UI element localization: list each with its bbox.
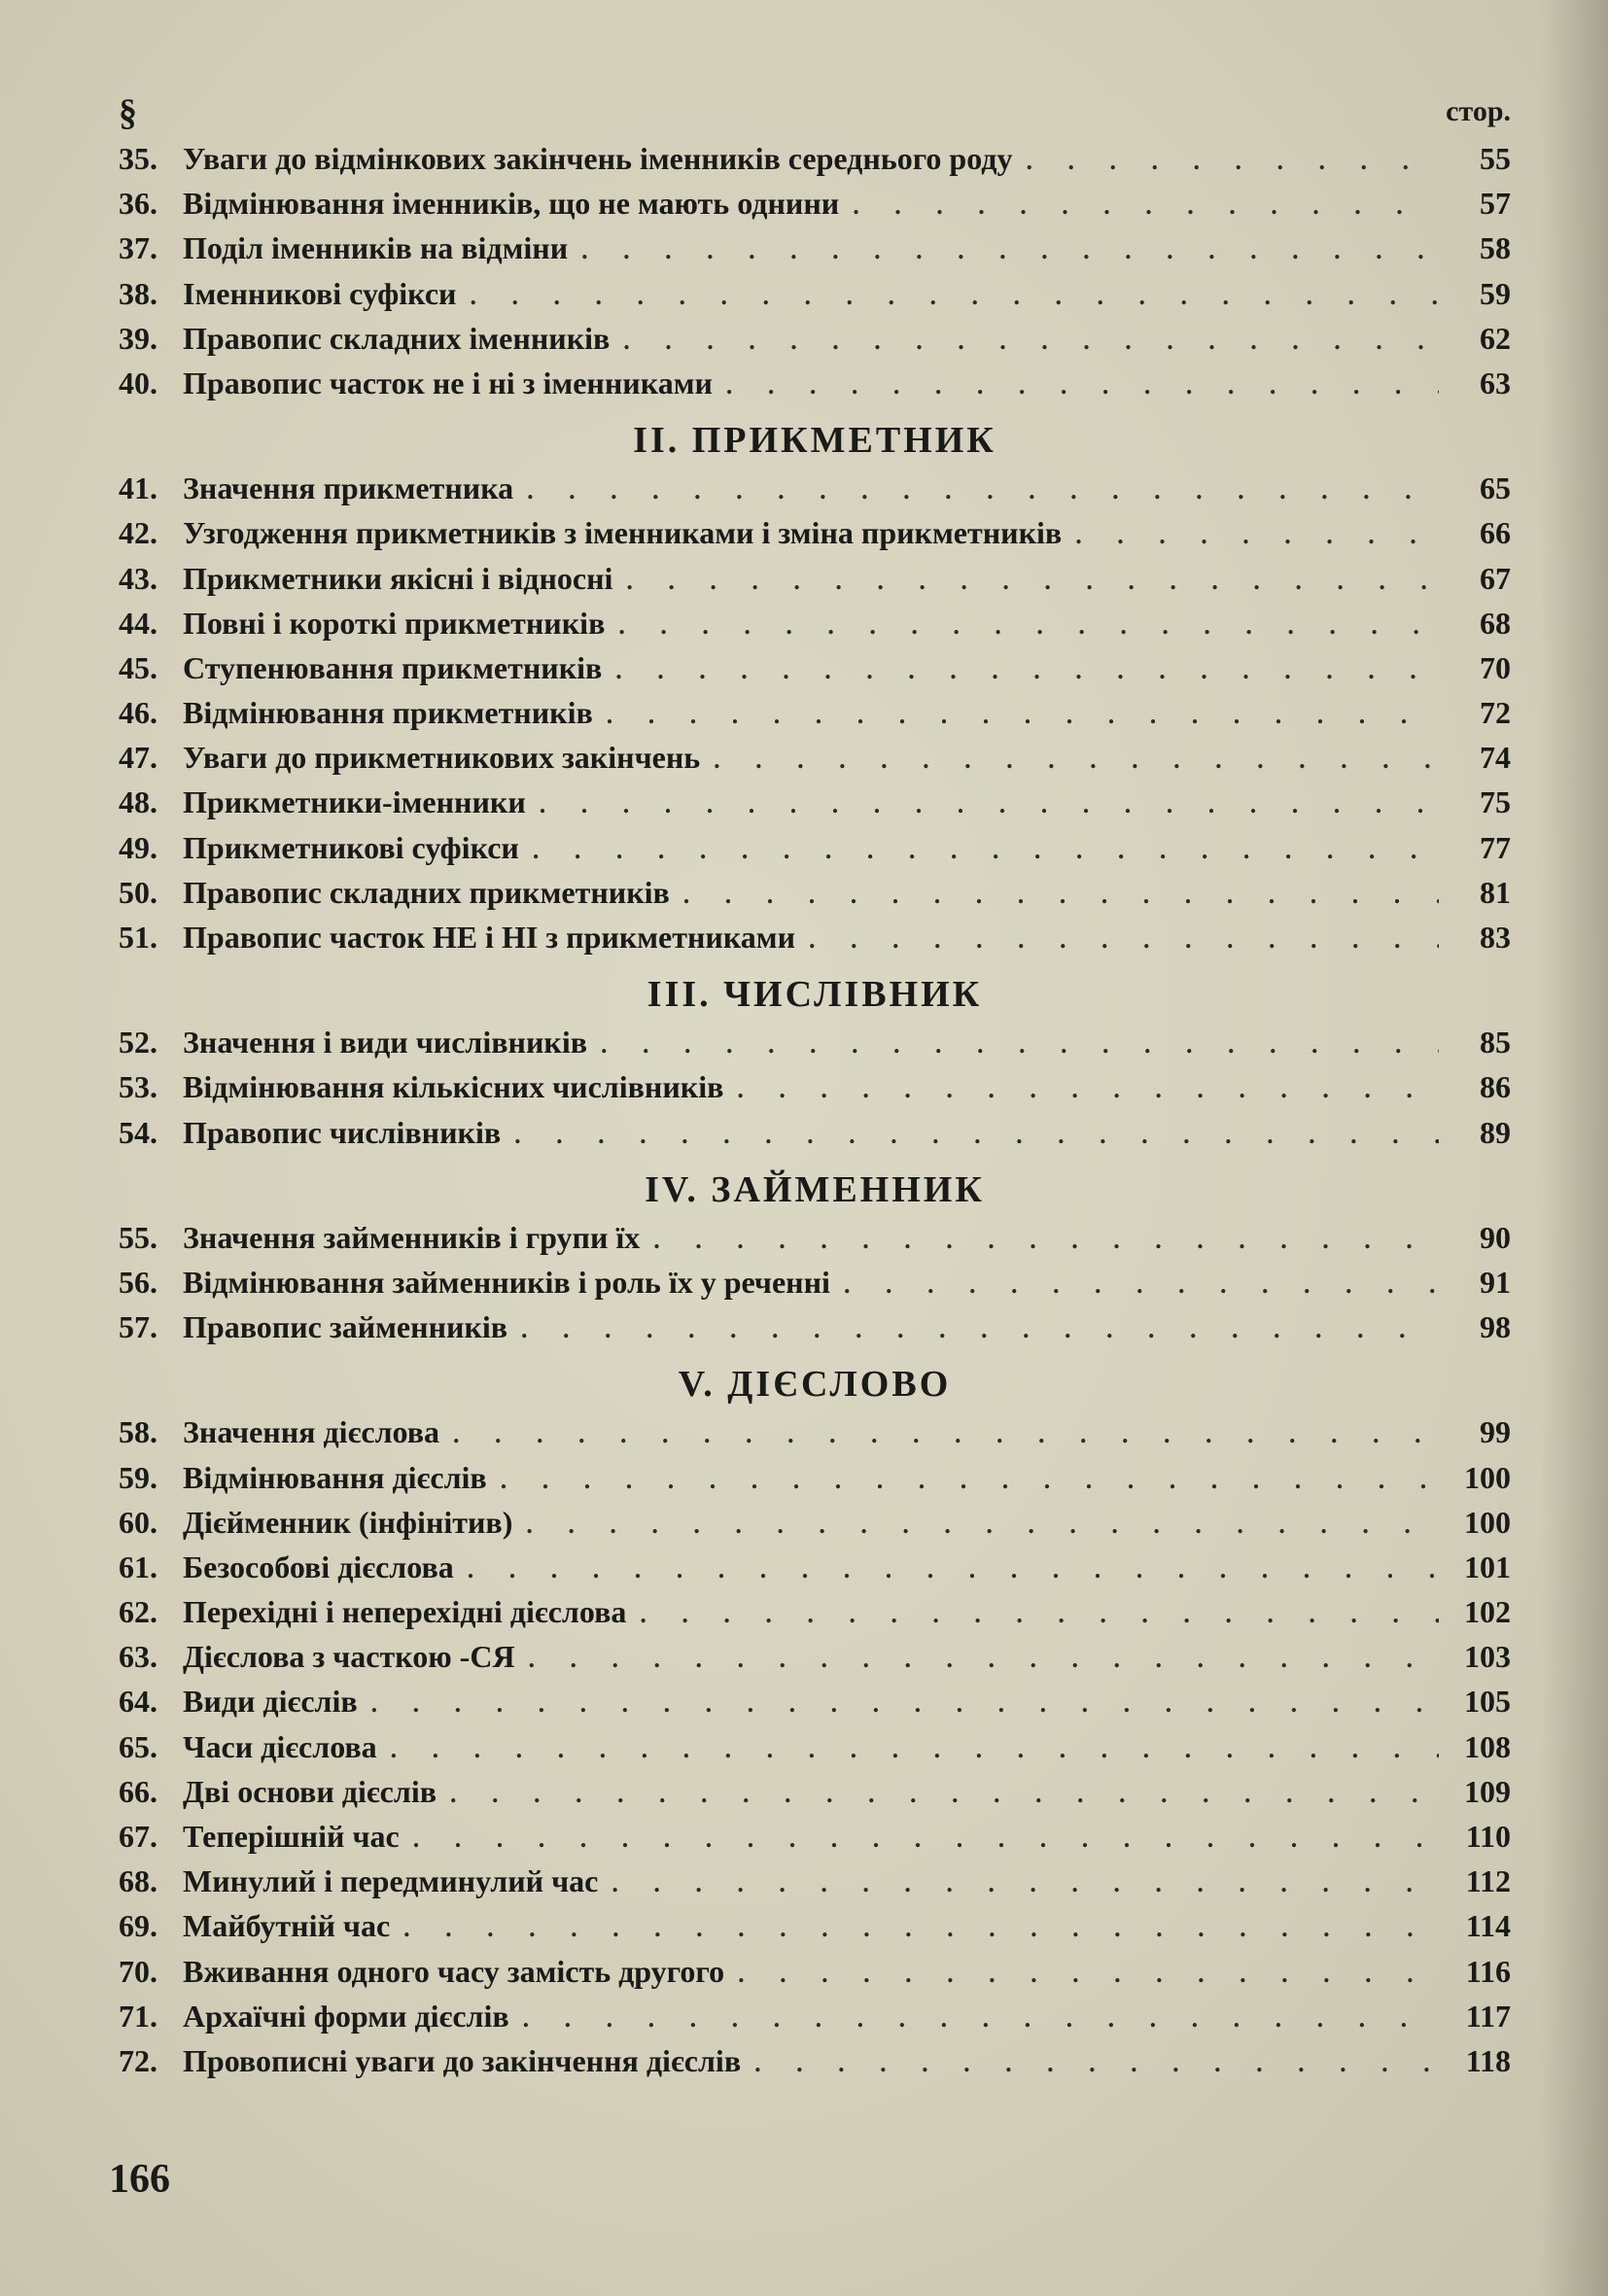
toc-entry	[119, 1025, 1511, 1069]
entry-title: Дві основи дієслів	[183, 1773, 437, 1809]
dot-leader	[470, 282, 1439, 311]
entry-page: 109	[1464, 1773, 1511, 1809]
toc-entry	[119, 1115, 1511, 1160]
dot-leader	[683, 881, 1439, 910]
toc-entry	[119, 1309, 1511, 1354]
dot-leader	[853, 191, 1439, 221]
toc-entry	[119, 1908, 1511, 1953]
toc-entry	[119, 1774, 1511, 1819]
toc-entry	[119, 515, 1511, 560]
entry-page: 75	[1480, 784, 1511, 820]
toc-entry	[119, 141, 1511, 186]
entry-title: Іменникові суфікси	[183, 275, 457, 311]
entry-number: 71.	[119, 1998, 157, 2034]
dot-leader	[612, 1869, 1439, 1898]
entry-title: Значення дієслова	[183, 1414, 440, 1450]
chapter-heading: III. ЧИСЛІВНИК	[647, 974, 983, 1016]
dot-leader	[626, 567, 1439, 596]
toc-entry	[119, 186, 1511, 230]
entry-page: 81	[1480, 874, 1511, 910]
entry-title: Повні і короткі прикметників	[183, 605, 606, 641]
entry-number: 48.	[119, 784, 157, 820]
entry-title: Теперішній час	[183, 1819, 400, 1854]
toc-entry	[119, 875, 1511, 920]
entry-number: 43.	[119, 560, 157, 596]
toc-entry	[119, 1863, 1511, 1908]
entry-number: 37.	[119, 230, 157, 266]
entry-title: Майбутній час	[183, 1908, 391, 1944]
entry-number: 54.	[119, 1114, 157, 1150]
entry-number: 51.	[119, 920, 157, 955]
toc-entry	[119, 650, 1511, 695]
entry-page: 66	[1480, 515, 1511, 551]
toc-entry	[119, 830, 1511, 875]
entry-title: Узгодження прикметників з іменниками і зміна прикметників	[183, 515, 1063, 551]
entry-number: 39.	[119, 320, 157, 356]
entry-title: Часи дієслова	[183, 1728, 377, 1764]
entry-page: 70	[1480, 649, 1511, 685]
dot-leader	[737, 1075, 1439, 1104]
entry-page: 62	[1480, 320, 1511, 356]
toc-entry	[119, 606, 1511, 650]
entry-number: 50.	[119, 874, 157, 910]
dot-leader	[714, 746, 1439, 775]
entry-number: 55.	[119, 1219, 157, 1255]
entry-number: 60.	[119, 1504, 157, 1540]
toc-entry	[119, 1549, 1511, 1594]
table-of-contents	[119, 141, 1511, 2088]
entry-page: 90	[1480, 1219, 1511, 1255]
entry-title: Відмінювання іменників, що не мають однини	[183, 186, 840, 222]
toc-entry	[119, 1954, 1511, 1999]
entry-number: 56.	[119, 1264, 157, 1300]
entry-number: 53.	[119, 1069, 157, 1105]
entry-title: Минулий і передминулий час	[183, 1863, 599, 1899]
entry-title: Архаїчні форми дієслів	[183, 1998, 509, 2034]
entry-number: 66.	[119, 1773, 157, 1809]
entry-title: Прикметникові суфікси	[183, 829, 519, 865]
toc-header	[119, 91, 1511, 134]
entry-title: Правопис складних прикметників	[183, 874, 670, 910]
entry-number: 40.	[119, 365, 157, 400]
chapter-heading: II. ПРИКМЕТНИК	[633, 420, 996, 462]
chapter-heading: IV. ЗАЙМЕННИК	[645, 1168, 985, 1210]
dot-leader	[468, 1555, 1439, 1584]
entry-page: 77	[1480, 829, 1511, 865]
entry-page: 91	[1480, 1264, 1511, 1300]
toc-entry	[119, 561, 1511, 606]
dot-leader	[640, 1600, 1439, 1629]
entry-title: Правопис числівників	[183, 1114, 502, 1150]
entry-title: Дієйменник (інфінітив)	[183, 1504, 513, 1540]
entry-number: 72.	[119, 2042, 157, 2078]
entry-page: 57	[1480, 186, 1511, 222]
entry-title: Правопис часток не і ні з іменниками	[183, 365, 713, 400]
entry-number: 70.	[119, 1953, 157, 1989]
entry-page: 65	[1480, 470, 1511, 506]
entry-number: 61.	[119, 1548, 157, 1584]
entry-number: 52.	[119, 1025, 157, 1061]
entry-number: 59.	[119, 1459, 157, 1495]
entry-number: 68.	[119, 1863, 157, 1899]
entry-page: 99	[1480, 1414, 1511, 1450]
entry-number: 57.	[119, 1309, 157, 1345]
dot-leader	[523, 2004, 1439, 2034]
entry-page: 72	[1480, 695, 1511, 731]
dot-leader	[1026, 147, 1439, 176]
entry-page: 100	[1464, 1504, 1511, 1540]
entry-title: Відмінювання прикметників	[183, 695, 593, 731]
dot-leader	[581, 236, 1439, 265]
toc-entry	[119, 1220, 1511, 1265]
entry-title: Безособові дієслова	[183, 1548, 454, 1584]
entry-page: 105	[1464, 1684, 1511, 1720]
dot-leader	[540, 790, 1439, 819]
dot-leader	[514, 1121, 1439, 1150]
dot-leader	[738, 1960, 1439, 1989]
dot-leader	[450, 1780, 1439, 1809]
entry-title: Значення прикметника	[183, 470, 514, 506]
entry-page: 108	[1464, 1728, 1511, 1764]
toc-entry	[119, 920, 1511, 964]
entry-number: 69.	[119, 1908, 157, 1944]
entry-page: 59	[1480, 275, 1511, 311]
entry-title: Значення займенників і групи їх	[183, 1219, 641, 1255]
entry-number: 63.	[119, 1639, 157, 1675]
entry-page: 68	[1480, 605, 1511, 641]
entry-title: Відмінювання займенників і роль їх у реченні	[183, 1264, 830, 1300]
entry-title: Провописні уваги до закінчення дієслів	[183, 2042, 742, 2078]
entry-page: 74	[1480, 740, 1511, 776]
entry-title: Правопис часток НЕ і НІ з прикметниками	[183, 920, 796, 955]
dot-leader	[391, 1735, 1439, 1764]
toc-entry	[119, 1639, 1511, 1684]
dot-leader	[529, 1645, 1439, 1674]
toc-entry	[119, 1594, 1511, 1639]
toc-entry	[119, 1069, 1511, 1114]
entry-number: 35.	[119, 141, 157, 176]
toc-entry	[119, 740, 1511, 784]
section-symbol: §	[119, 92, 137, 133]
entry-page: 118	[1465, 2042, 1511, 2078]
dot-leader	[601, 1030, 1439, 1060]
entry-page: 58	[1480, 230, 1511, 266]
dot-leader	[527, 476, 1439, 505]
dot-leader	[754, 2049, 1439, 2078]
toc-entry	[119, 1505, 1511, 1549]
entry-page: 55	[1480, 141, 1511, 176]
entry-page: 114	[1465, 1908, 1511, 1944]
entry-title: Перехідні і неперехідні дієслова	[183, 1594, 627, 1630]
entry-title: Прикметники-іменники	[183, 784, 526, 820]
dot-leader	[501, 1466, 1439, 1495]
entry-title: Відмінювання дієслів	[183, 1459, 487, 1495]
entry-page: 101	[1464, 1548, 1511, 1584]
entry-title: Правопис складних іменників	[183, 320, 611, 356]
dot-leader	[1075, 521, 1439, 550]
toc-entry	[119, 1999, 1511, 2043]
entry-number: 44.	[119, 605, 157, 641]
entry-page: 100	[1464, 1459, 1511, 1495]
dot-leader	[618, 611, 1439, 641]
entry-number: 47.	[119, 740, 157, 776]
toc-entry	[119, 365, 1511, 410]
entry-page: 112	[1465, 1863, 1511, 1899]
entry-number: 62.	[119, 1594, 157, 1630]
entry-number: 65.	[119, 1728, 157, 1764]
toc-entry	[119, 695, 1511, 740]
entry-page: 103	[1464, 1639, 1511, 1675]
toc-entry	[119, 470, 1511, 515]
entry-page: 67	[1480, 560, 1511, 596]
entry-number: 36.	[119, 186, 157, 222]
dot-leader	[413, 1825, 1439, 1854]
dot-leader	[607, 701, 1439, 730]
entry-page: 117	[1465, 1998, 1511, 2034]
dot-leader	[653, 1226, 1439, 1255]
entry-title: Поділ іменників на відміни	[183, 230, 569, 266]
entry-page: 85	[1480, 1025, 1511, 1061]
entry-page: 116	[1465, 1953, 1511, 1989]
dot-leader	[371, 1689, 1439, 1719]
dot-leader	[521, 1315, 1439, 1344]
dot-leader	[403, 1914, 1439, 1943]
entry-title: Уваги до прикметникових закінчень	[183, 740, 701, 776]
entry-title: Прикметники якісні і відносні	[183, 560, 613, 596]
entry-number: 38.	[119, 275, 157, 311]
dot-leader	[726, 371, 1439, 400]
entry-number: 46.	[119, 695, 157, 731]
entry-title: Вживання одного часу замість другого	[183, 1953, 725, 1989]
entry-title: Значення і види числівників	[183, 1025, 588, 1061]
toc-entry	[119, 784, 1511, 829]
entry-title: Дієслова з часткою -СЯ	[183, 1639, 515, 1675]
dot-leader	[533, 836, 1439, 865]
entry-number: 67.	[119, 1819, 157, 1854]
entry-number: 42.	[119, 515, 157, 551]
entry-page: 86	[1480, 1069, 1511, 1105]
entry-title: Види дієслів	[183, 1684, 358, 1720]
chapter-heading: V. ДІЄСЛОВО	[678, 1364, 952, 1406]
entry-page: 63	[1480, 365, 1511, 400]
entry-number: 45.	[119, 649, 157, 685]
dot-leader	[623, 327, 1439, 356]
toc-entry	[119, 2043, 1511, 2088]
dot-leader	[844, 1270, 1439, 1300]
dot-leader	[453, 1420, 1439, 1449]
entry-title: Ступенювання прикметників	[183, 649, 603, 685]
toc-entry	[119, 276, 1511, 321]
toc-entry	[119, 1265, 1511, 1309]
dot-leader	[615, 656, 1439, 685]
entry-title: Уваги до відмінкових закінчень іменників середнього роду	[183, 141, 1013, 176]
entry-number: 41.	[119, 470, 157, 506]
entry-page: 102	[1464, 1594, 1511, 1630]
dot-leader	[809, 925, 1439, 955]
page-number: 166	[109, 2157, 170, 2202]
entry-number: 64.	[119, 1684, 157, 1720]
entry-title: Правопис займенників	[183, 1309, 508, 1345]
entry-page: 110	[1465, 1819, 1511, 1854]
entry-page: 98	[1480, 1309, 1511, 1345]
toc-entry	[119, 1414, 1511, 1459]
toc-entry	[119, 1460, 1511, 1505]
entry-page: 83	[1480, 920, 1511, 955]
toc-entry	[119, 321, 1511, 365]
dot-leader	[526, 1511, 1439, 1540]
toc-entry	[119, 1684, 1511, 1728]
entry-page: 89	[1480, 1114, 1511, 1150]
toc-entry	[119, 230, 1511, 275]
entry-title: Відмінювання кількісних числівників	[183, 1069, 724, 1105]
page-column-label: стор.	[1446, 95, 1511, 127]
entry-number: 49.	[119, 829, 157, 865]
toc-entry	[119, 1729, 1511, 1774]
toc-entry	[119, 1819, 1511, 1863]
entry-number: 58.	[119, 1414, 157, 1450]
